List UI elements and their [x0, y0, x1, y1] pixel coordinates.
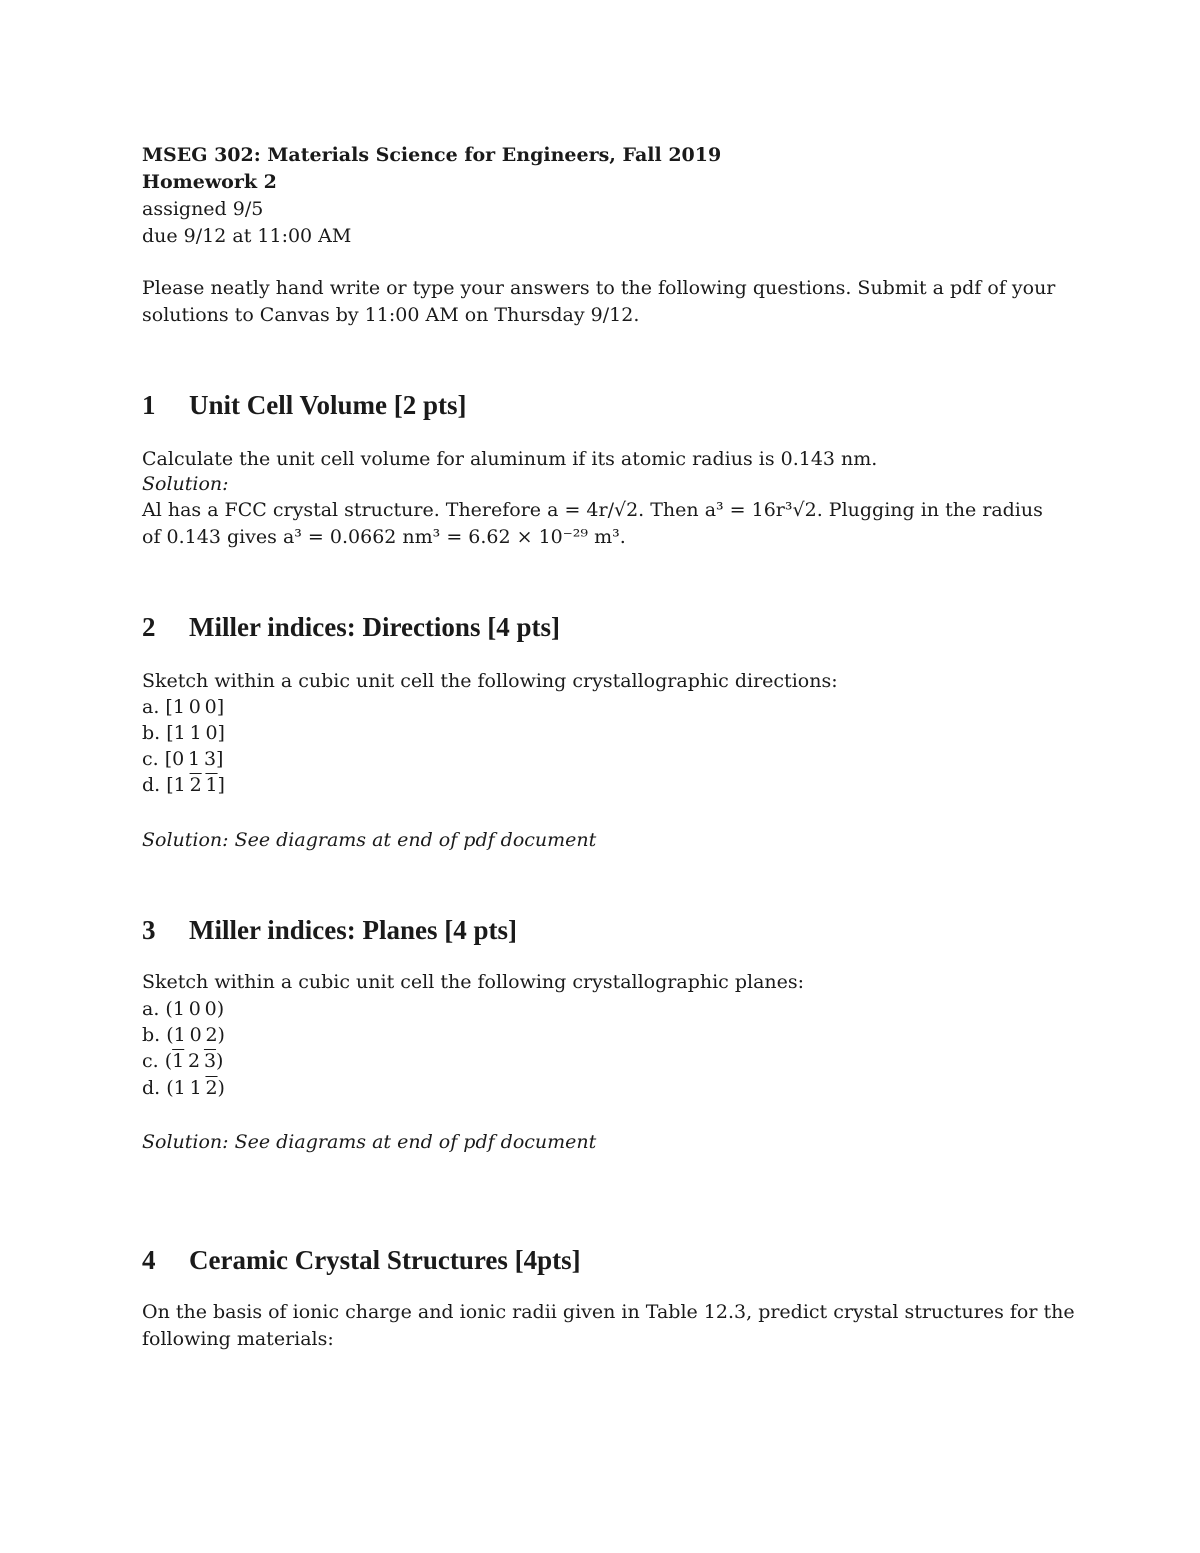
section-3-prompt: Sketch within a cubic unit cell the following crystallographic planes: [142, 971, 805, 993]
index-h: 1 [173, 1024, 186, 1046]
item-label: b. [142, 722, 161, 744]
section-title: Miller indices: Directions [4 pts] [189, 612, 560, 642]
section-title: Unit Cell Volume [2 pts] [189, 390, 467, 420]
paren-close: ) [217, 1077, 225, 1099]
paren-close: ) [216, 998, 225, 1020]
index-h: 1 [173, 1077, 186, 1099]
section-4-line-1: On the basis of ionic charge and ionic radii given in Table 12.3, predict crystal structures for the [142, 1301, 1075, 1323]
index-h: 1 [173, 774, 186, 796]
item-label: a. [142, 998, 160, 1020]
direction-item-b [142, 720, 225, 746]
item-label: c. [142, 748, 159, 770]
section-title: Miller indices: Planes [4 pts] [189, 915, 517, 945]
index-l-negative: 2 [205, 1077, 218, 1099]
index-l-negative: 1 [205, 774, 218, 796]
section-1-solution-label: Solution: [142, 473, 229, 495]
index-l-negative: 3 [203, 1050, 217, 1072]
homework-title: Homework 2 [142, 171, 277, 193]
index-h-negative: 1 [172, 1050, 185, 1072]
instructions-line-2: solutions to Canvas by 11:00 AM on Thursday 9/12. [142, 304, 640, 326]
section-number: 3 [142, 915, 156, 945]
plane-item-b [142, 1022, 225, 1048]
index-l: 2 [205, 1024, 218, 1046]
item-label: a. [142, 696, 160, 718]
bracket-open: [ [166, 722, 174, 744]
section-heading-1 [142, 390, 467, 421]
index-k: 2 [188, 1050, 201, 1072]
section-heading-3 [142, 915, 517, 946]
section-number: 4 [142, 1245, 156, 1275]
direction-item-c [142, 746, 223, 772]
direction-item-d [142, 772, 225, 798]
index-k: 1 [188, 748, 201, 770]
index-k: 0 [188, 998, 201, 1020]
index-k: 1 [189, 1077, 202, 1099]
plane-item-c [142, 1048, 223, 1074]
index-l: 0 [205, 722, 218, 744]
plane-item-a [142, 996, 224, 1022]
section-2-prompt: Sketch within a cubic unit cell the following crystallographic directions: [142, 670, 838, 692]
bracket-open: [ [166, 774, 174, 796]
item-label: b. [142, 1024, 161, 1046]
section-1-solution-line-2: of 0.143 gives a³ = 0.0662 nm³ = 6.62 × 10⁻²⁹ m³. [142, 526, 626, 548]
paren-close: ) [217, 1024, 225, 1046]
paren-close: ) [216, 1050, 224, 1072]
assigned-date: assigned 9/5 [142, 198, 264, 220]
item-label: d. [142, 1077, 161, 1099]
index-l: 3 [203, 748, 217, 770]
section-title: Ceramic Crystal Structures [4pts] [189, 1245, 581, 1275]
section-heading-4 [142, 1245, 581, 1276]
index-k: 0 [189, 1024, 202, 1046]
index-k: 0 [188, 696, 201, 718]
direction-item-a [142, 694, 224, 720]
bracket-close: ] [217, 722, 225, 744]
index-h: 1 [172, 998, 185, 1020]
index-l: 0 [204, 998, 217, 1020]
section-3-solution: Solution: See diagrams at end of pdf document [142, 1131, 597, 1153]
paren-open: ( [166, 1077, 174, 1099]
bracket-open: [ [164, 748, 173, 770]
section-1-prompt: Calculate the unit cell volume for aluminum if its atomic radius is 0.143 nm. [142, 448, 878, 470]
course-title: MSEG 302: Materials Science for Engineers, Fall 2019 [142, 144, 722, 166]
index-h: 1 [173, 722, 186, 744]
paren-open: ( [165, 998, 173, 1020]
bracket-open: [ [165, 696, 173, 718]
section-number: 1 [142, 390, 156, 420]
section-number: 2 [142, 612, 156, 642]
instructions-line-1: Please neatly hand write or type your answers to the following questions. Submit a pdf of your [142, 277, 1056, 299]
bracket-close: ] [217, 774, 225, 796]
index-k-negative: 2 [189, 774, 202, 796]
section-1-solution-line-1: Al has a FCC crystal structure. Therefore a = 4r/√2. Then a³ = 16r³√2. Plugging in the radius [142, 499, 1043, 521]
section-heading-2 [142, 612, 560, 643]
bracket-close: ] [216, 696, 225, 718]
section-4-line-2: following materials: [142, 1328, 334, 1350]
due-date: due 9/12 at 11:00 AM [142, 225, 352, 247]
index-h: 1 [172, 696, 185, 718]
paren-open: ( [164, 1050, 173, 1072]
item-label: d. [142, 774, 161, 796]
index-l: 0 [204, 696, 217, 718]
index-k: 1 [189, 722, 202, 744]
index-h: 0 [172, 748, 185, 770]
section-2-solution: Solution: See diagrams at end of pdf document [142, 829, 597, 851]
paren-open: ( [166, 1024, 174, 1046]
plane-item-d [142, 1075, 225, 1101]
item-label: c. [142, 1050, 159, 1072]
bracket-close: ] [216, 748, 224, 770]
